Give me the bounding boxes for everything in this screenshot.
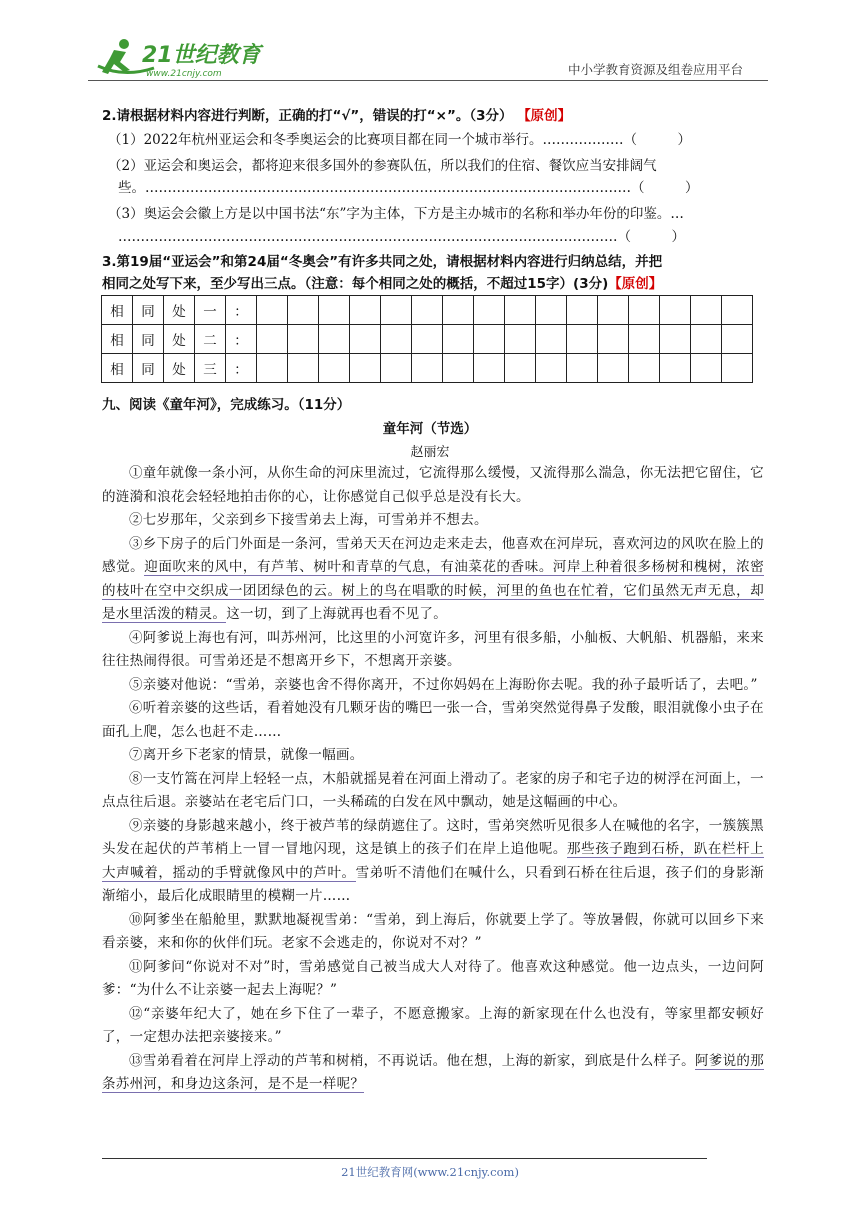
answer-cell[interactable] <box>567 325 598 354</box>
answer-cell[interactable] <box>722 354 753 383</box>
underlined-sentence: 阿爹说的那条苏州河，和身边这条河，是不是一样呢？ <box>102 1052 765 1092</box>
answer-cell[interactable] <box>381 325 412 354</box>
answer-cell[interactable] <box>660 354 691 383</box>
answer-cell[interactable] <box>443 354 474 383</box>
q2-item-2: （2）亚运会和奥运会，都将迎来很多国外的参赛队伍，所以我们的住宿、餐饮应当安排阔气 <box>108 158 657 174</box>
answer-cell[interactable] <box>319 296 350 325</box>
answer-cell[interactable] <box>505 296 536 325</box>
answer-cell[interactable] <box>567 296 598 325</box>
answer-cell[interactable] <box>505 354 536 383</box>
row-label-char: 处 <box>164 354 195 383</box>
answer-cell[interactable] <box>474 296 505 325</box>
paragraph-3 <box>102 533 764 627</box>
paragraph-11: ⑪阿爹问“你说对不对”时，雪弟感觉自己被当成大人对待了。他喜欢这种感觉。他一边点头，一边问阿爹：“为什么不让亲婆一起去上海呢？” <box>102 958 764 998</box>
row-label-char: 相 <box>102 354 133 383</box>
question-2-text: 2.请根据材料内容进行判断，正确的打“√”，错误的打“×”。（3分） <box>102 108 513 124</box>
row-label-char: 三 <box>195 354 226 383</box>
answer-cell[interactable] <box>567 354 598 383</box>
answer-cell[interactable] <box>629 354 660 383</box>
q2-item-3-cont: …………………………………………………………………………………………………（ ） <box>118 229 685 245</box>
answer-cell[interactable] <box>474 325 505 354</box>
answer-cell[interactable] <box>443 325 474 354</box>
answer-cell[interactable] <box>257 354 288 383</box>
answer-cell[interactable] <box>412 296 443 325</box>
paragraph-6: ⑥听着亲婆的这些话，看着她没有几颗牙齿的嘴巴一张一合，雪弟突然觉得鼻子发酸，眼泪就像小虫子在面孔上爬，怎么也赶不走…… <box>102 700 764 740</box>
row-label-char: 相 <box>102 296 133 325</box>
answer-cell[interactable] <box>412 325 443 354</box>
question-3-line2 <box>102 272 662 292</box>
paragraph-13 <box>102 1050 764 1097</box>
paragraph-9 <box>102 815 764 909</box>
answer-cell[interactable] <box>350 354 381 383</box>
question-3-line1: 3.第19届“亚运会”和第24届“冬奥会”有许多共同之处，请根据材料内容进行归纳总结，并把 <box>102 254 663 270</box>
paragraph-5: ⑤亲婆对他说：“雪弟，亲婆也舍不得你离开，不过你妈妈在上海盼你去呢。我的孙子最听话了，去吧。” <box>129 676 758 693</box>
site-logo <box>94 36 264 82</box>
paragraph-1: ①童年就像一条小河，从你生命的河床里流过，它流得那么缓慢，又流得那么湍急，你无法把它留住，它的涟漪和浪花会轻轻地拍击你的心，让你感觉自己似乎总是没有长大。 <box>102 465 764 505</box>
paragraph-12: ⑫“亲婆年纪大了，她在乡下住了一辈子，不愿意搬家。上海的新家现在什么也没有，等家里都安顿好了，一定想办法把亲婆接来。” <box>102 1005 764 1045</box>
q2-item-2-cont: 些。………………………………………………………………………………………………（ ） <box>118 180 699 196</box>
answer-row-2 <box>102 325 753 354</box>
answer-cell[interactable] <box>257 325 288 354</box>
answer-row-1 <box>102 296 753 325</box>
answer-cell[interactable] <box>381 296 412 325</box>
paragraph-7: ⑦离开乡下老家的情景，就像一幅画。 <box>129 747 364 763</box>
footer-text: 21世纪教育网(www.21cnjy.com) <box>341 1165 519 1179</box>
answer-cell[interactable] <box>412 354 443 383</box>
answer-cell[interactable] <box>660 325 691 354</box>
row-label-char: 同 <box>133 296 164 325</box>
answer-cell[interactable] <box>536 325 567 354</box>
answer-cell[interactable] <box>629 296 660 325</box>
section-9-heading: 九、阅读《童年河》，完成练习。（11分） <box>102 397 351 413</box>
paragraph-8: ⑧一支竹篙在河岸上轻轻一点，木船就摇晃着在河面上滑动了。老家的房子和宅子边的树浮在河面上，一点点往后退。亲婆站在老宅后门口，一头稀疏的白发在风中飘动，她是这幅画的中心。 <box>102 770 764 810</box>
answer-cell[interactable] <box>381 354 412 383</box>
row-label-char: 同 <box>133 325 164 354</box>
paragraph-4: ④阿爹说上海也有河，叫苏州河，比这里的小河宽许多，河里有很多船，小舢板、大帆船、机器船，来来往往热闹得很。可雪弟还是不想离开乡下，不想离开亲婆。 <box>102 629 764 669</box>
row-label-char: ： <box>226 354 257 383</box>
paragraph-13-text: ⑬雪弟看着在河岸上浮动的芦苇和树梢，不再说话。他在想，上海的新家，到底是什么样子。 <box>129 1052 695 1069</box>
paragraph-3-text: ③乡下房子的后门外面是一条河，雪弟天天在河边走来走去，他喜欢在河岸玩，喜欢河边的风吹在脸上的感觉。 <box>102 535 764 575</box>
answer-cell[interactable] <box>350 325 381 354</box>
answer-cell[interactable] <box>257 296 288 325</box>
row-label-char: 处 <box>164 296 195 325</box>
answer-grid <box>101 295 753 383</box>
underlined-sentence: 那些孩子跑到石桥，趴在栏杆上大声喊着，摇动的手臂就像风中的芦叶。 <box>102 841 764 881</box>
svg-text:21世纪教育: 21世纪教育 <box>142 43 261 68</box>
answer-cell[interactable] <box>722 325 753 354</box>
row-label-char: 相 <box>102 325 133 354</box>
answer-cell[interactable] <box>288 296 319 325</box>
paragraph-9-text: ⑨亲婆的身影越来越小，终于被芦苇的绿荫遮住了。这时，雪弟突然听见很多人在喊他的名字，一簇簇黑头发在起伏的芦苇梢上一冒一冒地闪现，这是镇上的孩子们在岸上追他呢。 <box>102 817 764 857</box>
answer-cell[interactable] <box>598 354 629 383</box>
answer-cell[interactable] <box>629 325 660 354</box>
row-label-char: 二 <box>195 325 226 354</box>
q2-item-3: （3）奥运会会徽上方是以中国书法“东”字为主体，下方是主办城市的名称和举办年份的印鉴。… <box>108 206 684 222</box>
row-label-char: 处 <box>164 325 195 354</box>
header-divider <box>88 80 768 81</box>
answer-row-3 <box>102 354 753 383</box>
answer-cell[interactable] <box>319 325 350 354</box>
answer-cell[interactable] <box>660 296 691 325</box>
answer-cell[interactable] <box>505 325 536 354</box>
row-label-char: 一 <box>195 296 226 325</box>
row-label-char: ： <box>226 296 257 325</box>
question-2-prompt <box>102 104 571 124</box>
platform-name: 中小学教育资源及组卷应用平台 <box>568 62 744 77</box>
answer-cell[interactable] <box>474 354 505 383</box>
underlined-sentence: 迎面吹来的风中，有芦苇、树叶和青草的气息，有油菜花的香味。河岸上种着很多杨树和槐树，浓密的枝叶在空中交织成一团团绿色的云。树上的鸟在唱歌的时候，河里的鱼也在忙着，它们虽然无声无息，却是水里活泼的精灵。 <box>102 559 764 622</box>
answer-cell[interactable] <box>691 354 722 383</box>
question-3-text: 相同之处写下来，至少写出三点。（注意：每个相同之处的概括，不超过15字）(3分) <box>102 276 609 292</box>
paragraph-3-tail: 这一切，到了上海就再也看不见了。 <box>226 606 448 622</box>
original-tag: 【原创】 <box>608 276 663 292</box>
answer-cell[interactable] <box>350 296 381 325</box>
original-tag: 【原创】 <box>517 108 572 124</box>
reading-author: 赵丽宏 <box>410 445 450 460</box>
answer-cell[interactable] <box>536 296 567 325</box>
answer-cell[interactable] <box>288 325 319 354</box>
answer-cell[interactable] <box>319 354 350 383</box>
footer-divider <box>102 1158 707 1159</box>
answer-cell[interactable] <box>536 354 567 383</box>
svg-text:www.21cnjy.com: www.21cnjy.com <box>146 69 222 79</box>
answer-cell[interactable] <box>691 325 722 354</box>
row-label-char: ： <box>226 325 257 354</box>
answer-cell[interactable] <box>691 296 722 325</box>
paragraph-10: ⑩阿爹坐在船舱里，默默地凝视雪弟：“雪弟，到上海后，你就要上学了。等放暑假，你就可以回乡下来看亲婆，来和你的伙伴们玩。老家不会逃走的，你说对不对？” <box>102 911 764 951</box>
answer-cell[interactable] <box>598 296 629 325</box>
answer-cell[interactable] <box>288 354 319 383</box>
answer-cell[interactable] <box>598 325 629 354</box>
paragraph-2: ②七岁那年，父亲到乡下接雪弟去上海，可雪弟并不想去。 <box>129 512 488 528</box>
answer-cell[interactable] <box>443 296 474 325</box>
reading-body <box>102 462 764 1097</box>
paragraph-9-tail: 雪弟听不清他们在喊什么，只看到石桥在往后退，孩子们的身影渐渐缩小，最后化成眼睛里的模糊一片…… <box>102 864 764 904</box>
reading-title: 童年河（节选） <box>382 421 478 437</box>
q2-item-1: （1）2022年杭州亚运会和冬季奥运会的比赛项目都在同一个城市举行。………………（ ） <box>108 132 691 148</box>
row-label-char: 同 <box>133 354 164 383</box>
answer-cell[interactable] <box>722 296 753 325</box>
